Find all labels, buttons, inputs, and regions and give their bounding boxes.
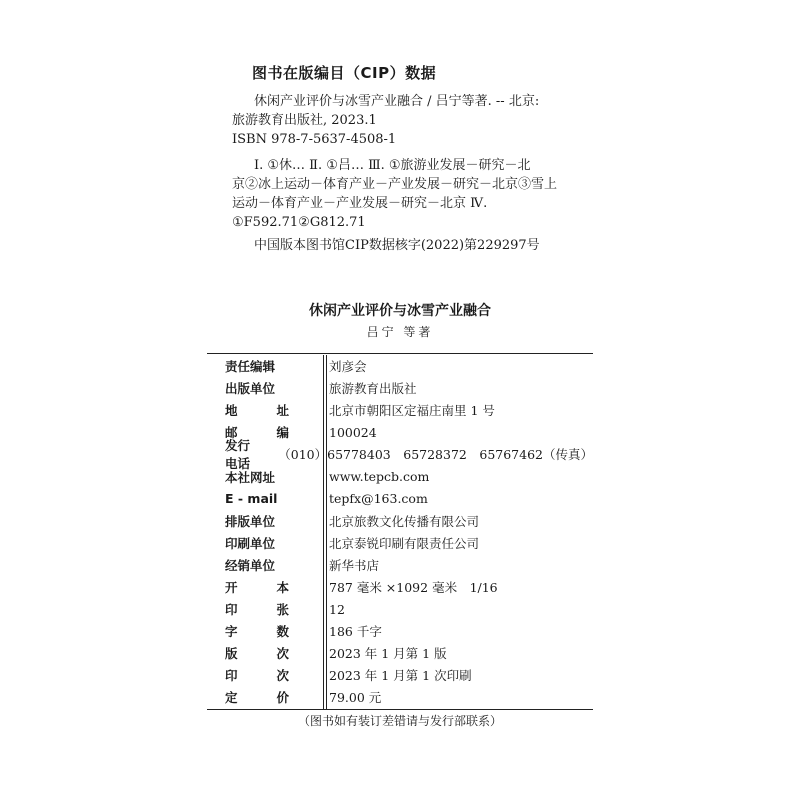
cip-line-subjects-2: 京②冰上运动－体育产业－产业发展－研究－北京③雪上: [232, 177, 558, 192]
info-row-typesetter: [207, 510, 593, 532]
info-row-distributor: [207, 554, 593, 576]
info-label: 排版单位: [225, 513, 276, 529]
info-label: 字 数: [225, 624, 289, 640]
info-row-price: [207, 686, 593, 708]
info-label: 开 本: [225, 579, 289, 595]
info-label: 印 张: [225, 602, 289, 618]
info-value: 旅游教育出版社: [329, 381, 417, 397]
info-row-editor: [207, 355, 593, 377]
cip-line-subjects-3: 运动－体育产业－产业发展－研究－北京 Ⅳ.: [232, 196, 488, 211]
info-label: 经销单位: [225, 557, 276, 573]
info-row-printing: [207, 664, 593, 686]
info-label: E - mail: [225, 491, 278, 507]
info-value: www.tepcb.com: [329, 469, 430, 485]
book-title: 休闲产业评价与冰雪产业融合: [309, 303, 491, 319]
info-value: 79.00 元: [329, 690, 382, 706]
cip-classification: [232, 156, 557, 232]
info-row-word-count: [207, 620, 593, 642]
info-label: 出版单位: [225, 381, 276, 397]
info-value: 186 千字: [329, 624, 382, 640]
info-row-email: [207, 488, 593, 510]
info-label: 印 次: [225, 668, 289, 684]
info-label: 版 次: [225, 646, 289, 662]
info-value: tepfx@163.com: [329, 491, 428, 507]
table-bottom-rule: [207, 709, 593, 710]
info-value: 2023 年 1 月第 1 版: [329, 646, 447, 662]
book-authors: 吕宁 等著: [366, 325, 434, 339]
info-value: 2023 年 1 月第 1 次印刷: [329, 668, 472, 684]
info-value: 787 毫米 ×1092 毫米 1/16: [329, 579, 498, 595]
cip-line-title: 休闲产业评价与冰雪产业融合 / 吕宁等著. -- 北京:: [254, 94, 540, 109]
cip-line-subjects: Ⅰ. ①休… Ⅱ. ①吕… Ⅲ. ①旅游业发展－研究－北: [254, 158, 531, 173]
publication-info-table: [207, 355, 593, 709]
info-label: 本社网址: [225, 469, 276, 485]
info-row-format: [207, 576, 593, 598]
cip-line-class-numbers: ①F592.71②G812.71: [232, 215, 366, 230]
info-row-phone: [207, 438, 593, 472]
table-top-rule: [207, 353, 593, 354]
info-row-postcode: [207, 421, 593, 443]
info-label: 发行电话: [225, 438, 251, 472]
cip-record: [232, 92, 539, 149]
info-value: 100024: [329, 424, 377, 440]
info-value: 新华书店: [329, 557, 380, 573]
info-label: 印刷单位: [225, 535, 276, 551]
cip-heading: 图书在版编目（CIP）数据: [252, 64, 437, 82]
info-label: 邮 编: [225, 425, 289, 441]
info-row-sheets: [207, 598, 593, 620]
cip-line-publisher: 旅游教育出版社, 2023.1: [232, 113, 377, 128]
info-label: 地 址: [225, 403, 289, 419]
info-row-address: [207, 399, 593, 421]
info-value: 北京市朝阳区定福庄南里 1 号: [329, 403, 495, 419]
info-row-edition: [207, 642, 593, 664]
cip-library-note: 中国版本图书馆CIP数据核字(2022)第229297号: [254, 238, 540, 253]
info-row-publisher: [207, 377, 593, 399]
cip-line-isbn: ISBN 978-7-5637-4508-1: [232, 132, 397, 147]
info-value: （010）65778403 65728372 65767462（传真）: [278, 447, 593, 463]
info-value: 刘彦会: [329, 359, 367, 375]
info-value: 北京旅教文化传播有限公司: [329, 513, 480, 529]
info-value: 北京泰锐印刷有限责任公司: [329, 535, 480, 551]
info-label: 定 价: [225, 690, 289, 706]
info-row-website: [207, 465, 593, 487]
info-label: 责任编辑: [225, 359, 276, 375]
info-row-printer: [207, 532, 593, 554]
info-value: 12: [329, 601, 345, 617]
footer-note: （图书如有装订差错请与发行部联系）: [297, 714, 502, 728]
